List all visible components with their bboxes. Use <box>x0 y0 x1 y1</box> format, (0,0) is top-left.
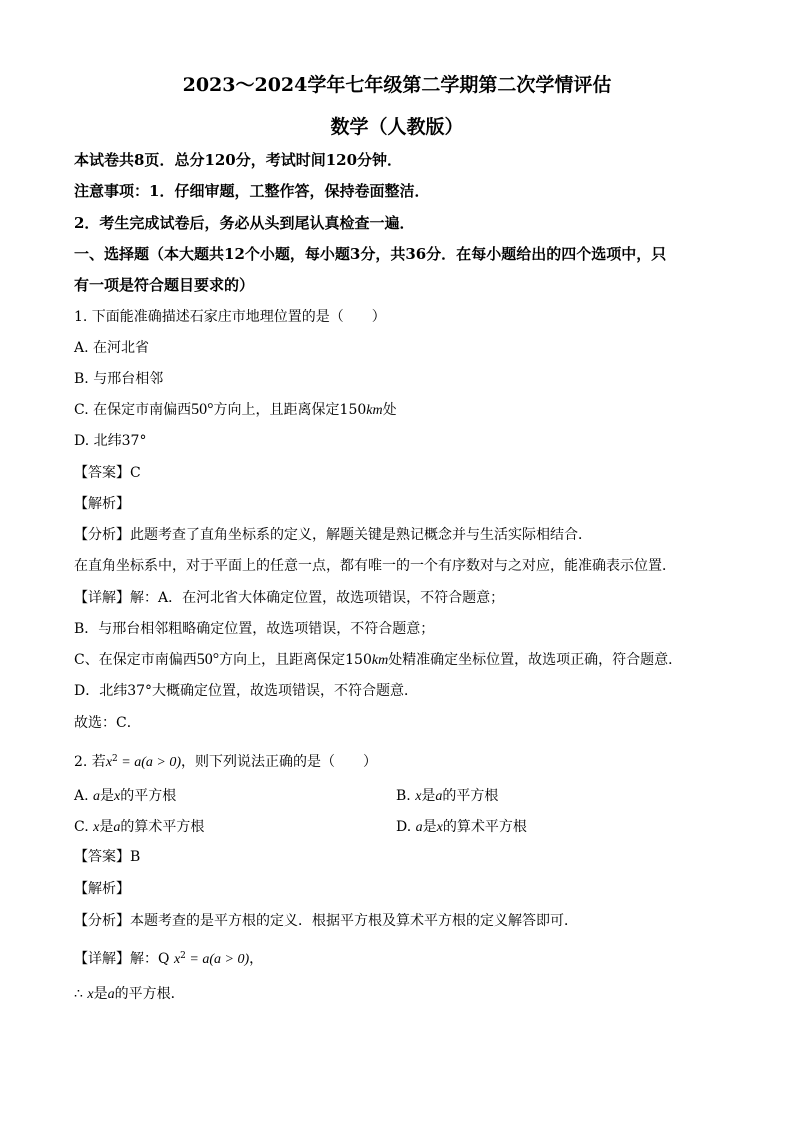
q1-analysis-2: 在直角坐标系中，对于平面上的任意一点，都有唯一的一个有序数对与之对应，能准确表示位置． <box>74 558 676 574</box>
q2-option-b: B. x是a的平方根 <box>396 788 499 804</box>
exam-title: 2023～2024学年七年级第二学期第二次学情评估 <box>182 74 612 96</box>
q2-option-c: C. x是a的算术平方根 <box>74 819 205 835</box>
exam-intro: 本试卷共8页．总分120分，考试时间120分钟． <box>74 151 403 169</box>
q1-option-a: A. 在河北省 <box>74 340 150 356</box>
section-heading-line1: 一、选择题（本大题共12个小题，每小题3分，共36分．在每小题给出的四个选项中，只 <box>74 245 667 263</box>
q2-stem: 2. 若$x^2 = a(a > 0)$，则下列说法正确的是（ ） <box>74 754 377 770</box>
note-1: 注意事项：1．仔细审题，工整作答，保持卷面整洁． <box>74 182 430 200</box>
q2-therefore: ∴ x是a的平方根． <box>74 986 185 1002</box>
q1-option-c: C. 在保定市南偏西50°方向上，且距离保定150km处 <box>74 401 397 418</box>
q1-detail-2: B．与邢台相邻粗略确定位置，故选项错误，不符合题意； <box>74 621 435 637</box>
note-2: 2．考生完成试卷后，务必从头到尾认真检查一遍． <box>74 214 415 232</box>
q1-detail-3: C、在保定市南偏西50°方向上，且距离保定150km处精准确定坐标位置，故选项正确，符合题意． <box>74 651 683 668</box>
q1-option-b: B. 与邢台相邻 <box>74 371 164 387</box>
q1-stem: 1. 下面能准确描述石家庄市地理位置的是（ ） <box>74 309 386 325</box>
q2-option-d: D. a是x的算术平方根 <box>396 819 527 835</box>
q1-detail-4: D．北纬37°大概确定位置，故选项错误，不符合题意． <box>74 683 419 699</box>
q2-detail: 【详解】解：Q $x^2 = a(a > 0)$， <box>74 951 264 967</box>
q1-analysis-label: 【解析】 <box>74 496 130 512</box>
q2-analysis-1: 【分析】本题考查的是平方根的定义．根据平方根及算术平方根的定义解答即可． <box>74 913 578 929</box>
exam-subtitle: 数学（人教版） <box>330 116 464 138</box>
q1-conclusion: 故选：C． <box>74 715 141 731</box>
q2-answer: 【答案】B <box>74 849 141 865</box>
q1-analysis-1: 【分析】此题考查了直角坐标系的定义，解题关键是熟记概念并与生活实际相结合． <box>74 527 592 543</box>
q2-option-a: A. a是x的平方根 <box>74 788 177 804</box>
q1-option-d: D. 北纬37° <box>74 433 147 449</box>
section-heading-line2: 有一项是符合题目要求的） <box>74 276 255 294</box>
q1-answer: 【答案】C <box>74 465 141 481</box>
q1-detail-1: 【详解】解：A．在河北省大体确定位置，故选项错误，不符合题意； <box>74 590 505 606</box>
q2-analysis-label: 【解析】 <box>74 881 130 897</box>
